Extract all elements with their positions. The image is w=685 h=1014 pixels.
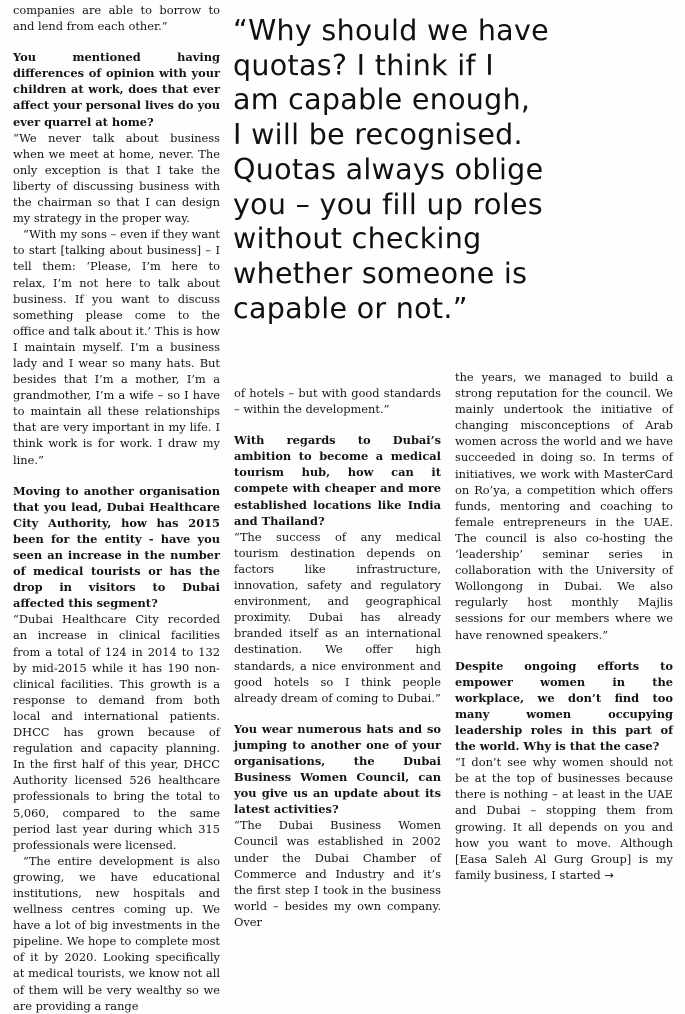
paragraph: “The entire development is also growing, we have educational institutions, new hospitals and wellness centres coming up. We have a lot of big investments in the pipeline. We hope to complete most of it by 2020. Looking specifically at medical tourists, we know not all of them will be very wealthy so we are providing a range — [13, 853, 220, 1013]
pull-quote-line: I will be recognised. — [233, 118, 523, 152]
paragraph: of hotels – but with good standards – within the development.” — [234, 386, 441, 417]
continue-arrow-icon: → — [604, 867, 614, 882]
pull-quote-line: you – you fill up roles — [233, 187, 543, 221]
pull-quote — [233, 14, 681, 326]
paragraph — [455, 754, 673, 883]
answer-text: “I don’t see why women should not be at the top of businesses because there is nothing – at least in the UAE and Dubai – stopping them from growing. It all depends on you and how you want to move. Although [Easa Saleh Al Gurg Group] is my family business, I started — [455, 755, 673, 882]
pull-quote-line: whether someone is — [233, 256, 528, 290]
pull-quote-line: without checking — [233, 222, 482, 256]
article-column-1 — [13, 2, 220, 1014]
pull-quote-line: Quotas always oblige — [233, 152, 544, 186]
interview-question: You wear numerous hats and so jumping to another one of your organisations, the Dubai Business Women Council, can you give us an update about its latest activities? — [234, 721, 441, 817]
interview-question: Moving to another organisation that you lead, Dubai Healthcare City Authority, how has 2015 been for the entity - have you seen an increase in the number of medical tourists or has the drop in visitors to Dubai affected this segment? — [13, 483, 220, 611]
interview-question: With regards to Dubai’s ambition to become a medical tourism hub, how can it compete with cheaper and more established locations like India and Thailand? — [234, 433, 441, 528]
paragraph: “The Dubai Business Women Council was established in 2002 under the Dubai Chamber of Commerce and Industry and it’s the first step I took in the business world – besides my own company. Over — [234, 818, 441, 929]
interview-question: Despite ongoing efforts to empower women in the workplace, we don’t find too many women occupying leadership roles in this part of the world. Why is that the case? — [455, 658, 673, 754]
interview-question: You mentioned having differences of opinion with your children at work, does that ever affect your personal lives do you ever quarrel at home? — [13, 50, 220, 129]
paragraph: “We never talk about business when we meet at home, never. The only exception is that I take the liberty of discussing business with the chairman so that I can design my strategy in the proper way. — [13, 130, 220, 226]
paragraph: the years, we managed to build a strong reputation for the council. We mainly undertook the initiative of changing misconceptions of Arab women across the world and we have succeeded in doing so. In terms of initiatives, we work with MasterCard on Ro’ya, a competition which offers funds, mentoring and coaching to female entrepreneurs in the UAE. The council is also co-hosting the ‘leadership’ seminar series in collaboration with the University of Wollongong in Dubai. We also regularly host monthly Majlis sessions for our members where we have renowned speakers.” — [455, 370, 673, 642]
paragraph: “Dubai Healthcare City recorded an increase in clinical facilities from a total of 124 in 2014 to 132 by mid-2015 while it has 190 non-clinical facilities. This growth is a response to demand from both local and international patients. DHCC has grown because of regulation and capacity planning. In the first half of this year, DHCC Authority licensed 526 healthcare professionals to bring the total to 5,060, compared to the same period last year during which 315 professionals were licensed. — [13, 612, 220, 852]
pull-quote-line: quotas? I think if I — [233, 48, 494, 82]
pull-quote-line: “Why should we have — [233, 14, 549, 47]
paragraph: “With my sons – even if they want to start [talking about business] – I tell them: ‘Please, I’m here to relax, I’m not here to talk about business. If you want to discuss something please come to the office and talk about it.’ This is how I maintain myself. I’m a business lady and I wear so many hats. But besides that I’m a mother, I’m a grandmother, I’m a wife – so I have to maintain all these relationships that are very important in my life. I think work is for work. I draw my line.” — [13, 227, 220, 467]
pull-quote-line: am capable enough, — [233, 83, 531, 117]
paragraph: “The success of any medical tourism destination depends on factors like infrastructure, innovation, safety and regulatory environment, and geographical proximity. Dubai has already branded itself as an international destination. We offer high standards, a nice environment and good hotels so I think people already dream of coming to Dubai.” — [234, 529, 441, 705]
article-column-3 — [455, 369, 673, 883]
paragraph: companies are able to borrow to and lend from each other.” — [13, 3, 220, 34]
article-column-2 — [234, 385, 441, 930]
pull-quote-line: capable or not.” — [233, 291, 468, 325]
